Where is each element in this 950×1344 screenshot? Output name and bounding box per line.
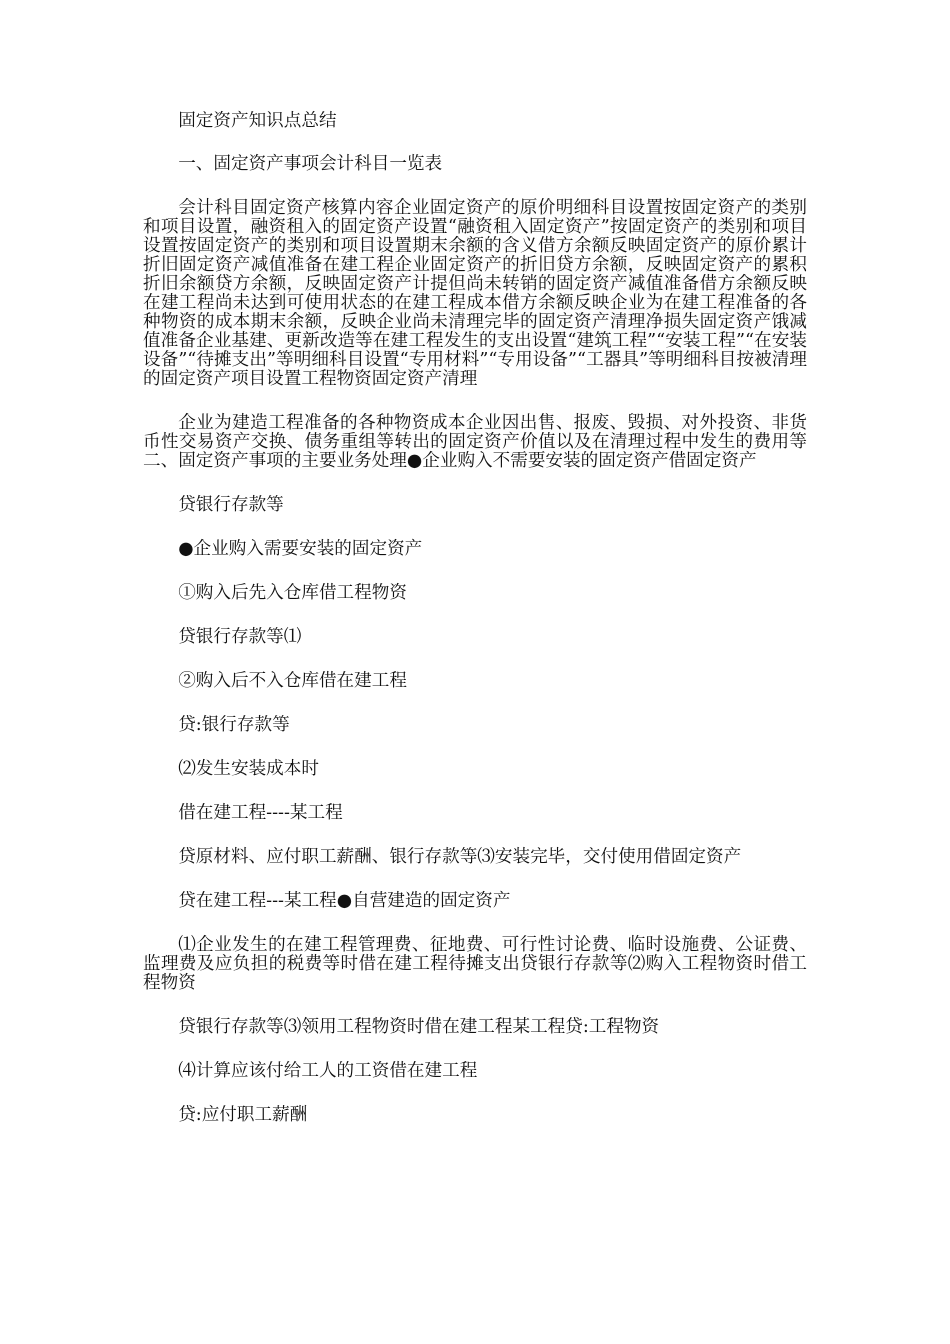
paragraph: ①购入后先入仓库借工程物资 xyxy=(178,583,407,603)
paragraph: ②购入后不入仓库借在建工程 xyxy=(178,671,407,691)
paragraph: 借在建工程----某工程 xyxy=(178,803,343,823)
paragraph: 贷:应付职工薪酬 xyxy=(178,1105,308,1125)
paragraph: 贷原材料、应付职工薪酬、银行存款等⑶安装完毕，交付使用借固定资产 xyxy=(178,847,742,867)
paragraph-account-table: 会计科目固定资产核算内容企业固定资产的原价明细科目设置按固定资产的类别和项目设置，融资租入的固定资产设置“融资租入固定资产”按固定资产的类别和项目设置按固定资产的类别和项目设置期末余额的含义借方余额反映固定资产的原价累计折旧固定资产减值准备在建工程企业固定资产的折旧贷方余额，反映固定资产的累积折旧余额贷方余额，反映固定资产计提但尚未转销的固定资产减值准备借方余额反映在建工程尚未达到可使用状态的在建工程成本借方余额反映企业为在建工程准备的各种物资的成本期末余额，反映企业尚未清理完毕的固定资产清理净损失固定资产饿减值准备企业基建、更新改造等在建工程发生的支出设置“建筑工程”“安装工程”“在安装设备”“待摊支出”等明细科目设置“专用材料”“专用设备”“工器具”等明细科目按被清理的固定资产项目设置工程物资固定资产清理 xyxy=(143,198,807,389)
section-heading-1: 一、固定资产事项会计科目一览表 xyxy=(178,154,443,174)
paragraph: ⑷计算应该付给工人的工资借在建工程 xyxy=(178,1061,478,1081)
paragraph: ⑵发生安装成本时 xyxy=(178,759,319,779)
paragraph: 贷:银行存款等 xyxy=(178,715,290,735)
paragraph: 贷在建工程---某工程●自营建造的固定资产 xyxy=(178,891,511,911)
document-title: 固定资产知识点总结 xyxy=(178,111,337,131)
paragraph: 贷银行存款等 xyxy=(178,495,284,515)
paragraph: 贷银行存款等⑶领用工程物资时借在建工程某工程贷:工程物资 xyxy=(178,1017,660,1037)
paragraph-materials: 企业为建造工程准备的各种物资成本企业因出售、报废、毁损、对外投资、非货币性交易资产交换、债务重组等转出的固定资产价值以及在清理过程中发生的费用等二、固定资产事项的主要业务处理●企业购入不需要安装的固定资产借固定资产 xyxy=(143,413,807,471)
paragraph: ●企业购入需要安装的固定资产 xyxy=(178,539,423,559)
paragraph: 贷银行存款等⑴ xyxy=(178,627,302,647)
paragraph: ⑴企业发生的在建工程管理费、征地费、可行性讨论费、临时设施费、公证费、监理费及应负担的税费等时借在建工程待摊支出贷银行存款等⑵购入工程物资时借工程物资 xyxy=(143,935,807,993)
document-page xyxy=(143,112,807,1125)
